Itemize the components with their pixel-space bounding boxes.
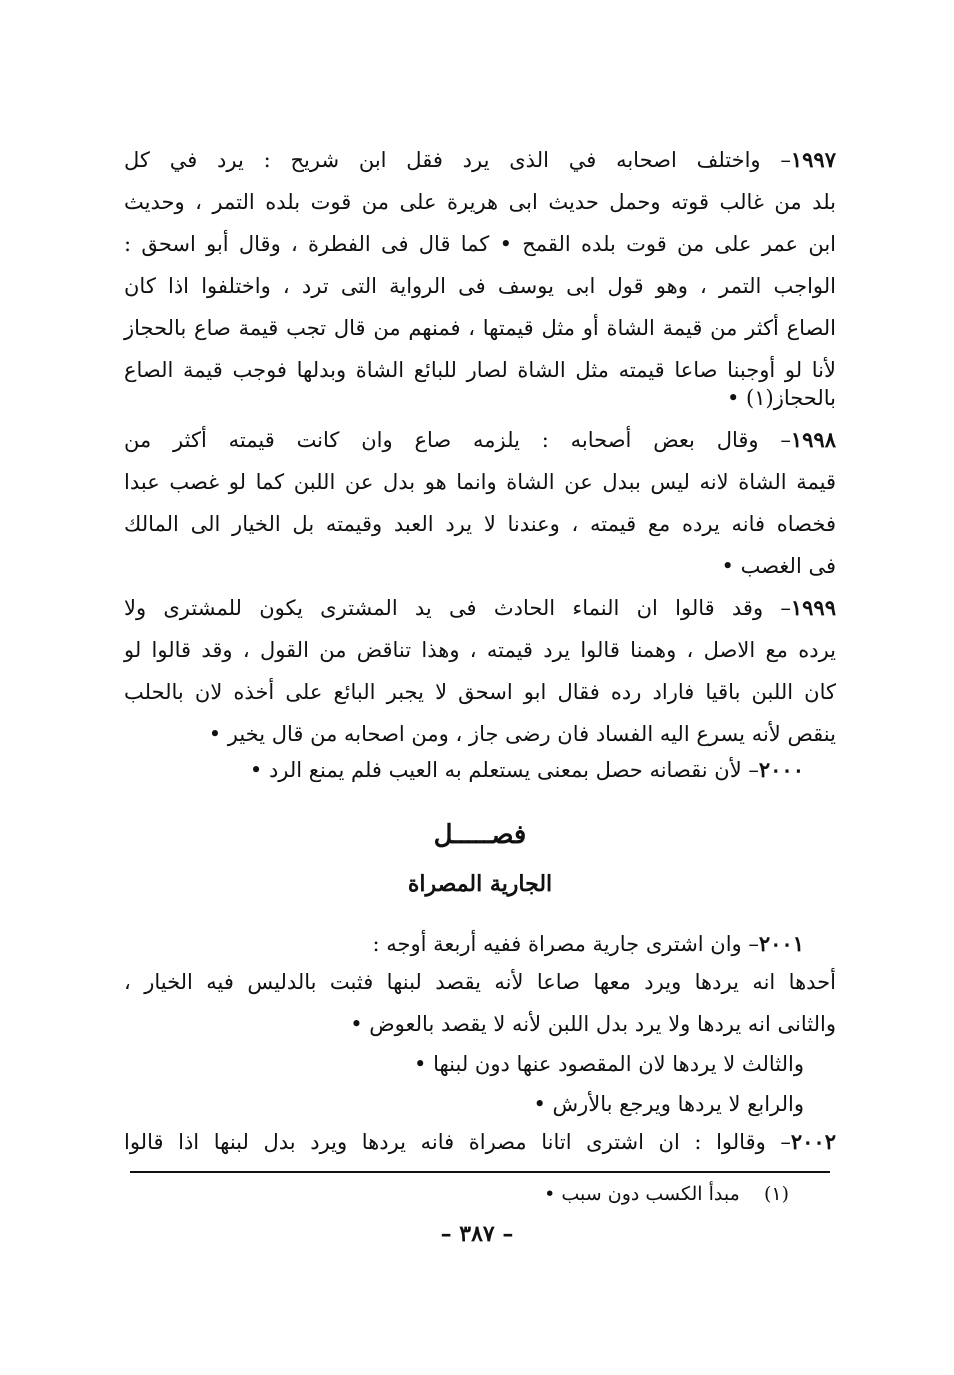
paragraph-2002-line-1: ٢٠٠٢– وقالوا : ان اشترى اتانا مصراة فانه يردها ويرد بدل لبنها اذا قالوا [124,1129,836,1154]
list-item-fourth: والرابع لا يردها ويرجع بالأرش • [533,1092,804,1116]
paragraph-number: ١٩٩٧ [790,147,836,172]
paragraph-1999-line-3: كان اللبن باقيا فاراد رده فقال ابو اسحق لا يجبر البائع على أخذه لان بالحلب [124,680,836,704]
paragraph-number: ٢٠٠٢ [790,1129,836,1154]
list-item-second: والثانى انه يردها ولا يرد بدل اللبن لأنه لا يقصد بالعوض • [350,1012,836,1036]
footnote [544,1183,789,1205]
paragraph-number: ١٩٩٨ [790,427,836,452]
paragraph-1997-line-1: ١٩٩٧– واختلف اصحابه في الذى يرد فقل ابن شريح : يرد في كل [124,147,836,172]
paragraph-number: ٢٠٠١ [758,931,804,956]
footnote-divider [130,1171,830,1173]
paragraph-1999-line-4: ينقص لأنه يسرع اليه الفساد فان رضى جاز ، ومن اصحابه من قال يخير • [208,722,836,746]
paragraph-1997-line-5: الصاع أكثر من قيمة الشاة أو مثل قيمتها ، فمنهم من قال تجب قيمة صاع بالحجاز [124,316,836,340]
paragraph-1998-line-2: قيمة الشاة لانه ليس ببدل عن الشاة وانما هو بدل عن اللبن كما لو غصب عبدا [124,470,836,494]
footnote-marker: (١) [763,1183,789,1205]
paragraph-number: ١٩٩٩ [790,595,836,620]
paragraph-1998-line-1: ١٩٩٨– وقال بعض أصحابه : يلزمه صاع وان كانت قيمته أكثر من [124,427,836,452]
paragraph-1997-line-2: بلد من غالب قوته وحمل حديث ابى هريرة على من قوت بلده التمر ، وحديث [124,190,836,214]
section-heading: فصـــــل [433,820,527,850]
paragraph-2001-line-1: ٢٠٠١– وان اشترى جارية مصراة ففيه أربعة أوجه : [372,931,804,956]
paragraph-number: ٢٠٠٠ [758,757,804,782]
list-item-third: والثالث لا يردها لان المقصود عنها دون لبنها • [414,1052,804,1076]
paragraph-1999-line-1: ١٩٩٩– وقد قالوا ان النماء الحادث فى يد المشترى يكون للمشترى ولا [124,595,836,620]
paragraph-1997-line-4: الواجب التمر ، وهو قول ابى يوسف فى الرواية التى ترد ، واختلفوا اذا كان [124,274,836,298]
section-subheading: الجارية المصراة [407,871,553,897]
paragraph-1998-line-3: فخصاه فانه يرده مع قيمته ، وعندنا لا يرد العبد وقيمته بل الخيار الى المالك [124,512,836,536]
paragraph-1997-line-6: لأنا لو أوجبنا صاعا قيمته مثل الشاة لصار للبائع الشاة وبدلها فوجب قيمة الصاع [124,358,836,382]
list-item-first: أحدها انه يردها ويرد معها صاعا لأنه يقصد لبنها فثبت بالدليس فيه الخيار ، [124,970,836,994]
footnote-text: مبدأ الكسب دون سبب • [544,1183,740,1205]
paragraph-1999-line-2: يرده مع الاصل ، وهمنا قالوا يرد قيمته ، وهذا تناقض من القول ، وقد قالوا لو [124,638,836,662]
page-number: – ٣٨٧ – [440,1221,514,1247]
paragraph-1997-line-7: بالحجاز(١) • [726,386,836,410]
paragraph-2000-line-1: ٢٠٠٠– لأن نقصانه حصل بمعنى يستعلم به العيب فلم يمنع الرد • [249,757,804,782]
paragraph-1998-line-4: فى الغصب • [721,554,836,578]
paragraph-1997-line-3: ابن عمر على من قوت بلده القمح • كما قال فى الفطرة ، وقال أبو اسحق : [124,232,836,256]
